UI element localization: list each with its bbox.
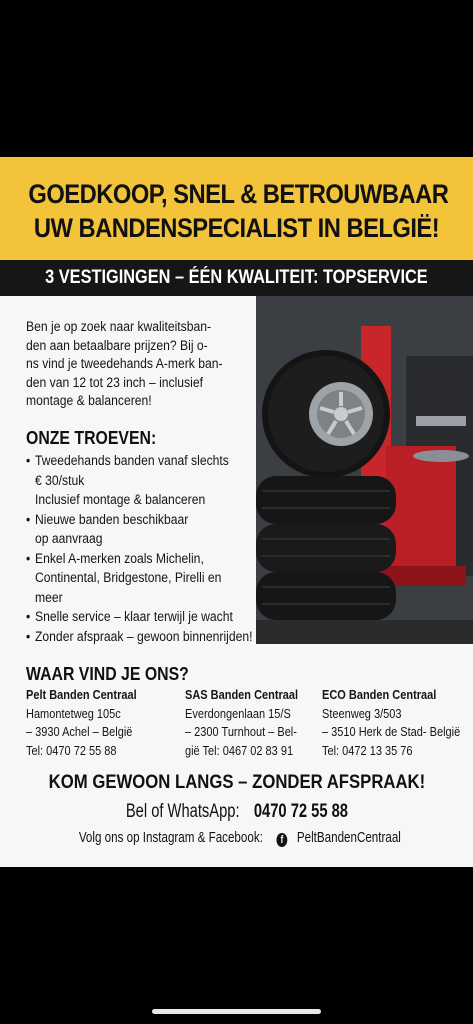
intro-line: ns vind je tweedehands A-merk ban- bbox=[26, 356, 223, 371]
troeven-list bbox=[26, 452, 269, 647]
troeven-bullet-continued: Inclusief montage & balanceren bbox=[35, 492, 206, 507]
intro-line: montage & balanceren! bbox=[26, 393, 152, 408]
flyer-content bbox=[0, 296, 473, 867]
troeven-bullet-continued: op aanvraag bbox=[35, 531, 103, 546]
troeven-bullet-continued: Continental, Bridgestone, Pirelli en bbox=[35, 570, 222, 585]
cta-social-wrap bbox=[66, 829, 407, 847]
location-street: Everdongenlaan 15/S bbox=[185, 706, 291, 721]
location-street: Hamontetweg 105c bbox=[26, 706, 121, 721]
troeven-bullet-continued: meer bbox=[35, 589, 63, 605]
bottom-black-area bbox=[0, 867, 473, 1024]
location-name: Pelt Banden Centraal bbox=[26, 688, 137, 702]
headline-banner bbox=[0, 157, 473, 260]
tire-stack-photo bbox=[256, 296, 473, 644]
intro-paragraph bbox=[26, 318, 249, 411]
social-handle-link[interactable]: PeltBandenCentraal bbox=[296, 829, 401, 846]
troeven-bullet: • Enkel A-merken zoals Michelin, bbox=[26, 550, 269, 569]
top-black-area bbox=[0, 0, 473, 157]
troeven-bullet: • Snelle service – klaar terwijl je wacht bbox=[26, 608, 269, 627]
cta-social bbox=[0, 829, 473, 847]
location-name: SAS Banden Centraal bbox=[185, 688, 299, 702]
headline-line-2: UW BANDENSPECIALIST IN BELGIË! bbox=[33, 213, 440, 243]
home-indicator[interactable] bbox=[152, 1009, 321, 1014]
location-street: Steenweg 3/503 bbox=[322, 706, 402, 721]
cta-headline bbox=[0, 772, 473, 794]
location-name: ECO Banden Centraal bbox=[322, 688, 437, 702]
cta-headline-text: KOM GEWOON LANGS – ZONDER AFSPRAAK! bbox=[48, 772, 425, 793]
location-phone: Tel: 0470 72 55 88 bbox=[26, 743, 117, 758]
troeven-bullet-continued: € 30/stuk bbox=[35, 472, 85, 488]
locations-title: WAAR VIND JE ONS? bbox=[26, 664, 189, 684]
subheadline-text: 3 VESTIGINGEN – ÉÉN KWALITEIT: TOPSERVICE bbox=[45, 267, 428, 288]
location-pelt bbox=[26, 686, 137, 760]
cta-phone-prefix: Bel of WhatsApp: bbox=[126, 801, 240, 822]
location-eco bbox=[322, 686, 460, 760]
tire-stack-illustration bbox=[256, 296, 473, 644]
subheadline-bar bbox=[0, 260, 473, 296]
cta-phone-wrap bbox=[118, 801, 354, 823]
location-sas bbox=[185, 686, 298, 760]
location-phone: Tel: 0472 13 35 76 bbox=[322, 743, 413, 758]
intro-line: den van 12 tot 23 inch – inclusief bbox=[26, 374, 203, 390]
location-phone: gië Tel: 0467 02 83 91 bbox=[185, 743, 294, 758]
cta-social-prefix: Volg ons op Instagram & Facebook: bbox=[78, 829, 263, 846]
intro-line: Ben je op zoek naar kwaliteitsban- bbox=[26, 319, 212, 334]
cta-phone bbox=[0, 801, 473, 823]
troeven-bullet: • Tweedehands banden vanaf slechts bbox=[26, 452, 269, 471]
troeven-bullet: • Nieuwe banden beschikbaar bbox=[26, 511, 269, 530]
facebook-icon: f bbox=[276, 833, 287, 847]
location-city: – 3930 Achel – België bbox=[26, 725, 133, 739]
location-city: – 3510 Herk de Stad- België bbox=[322, 725, 461, 739]
troeven-title: ONZE TROEVEN: bbox=[26, 428, 157, 448]
location-city: – 2300 Turnhout – Bel- bbox=[185, 725, 297, 739]
troeven-bullet: • Zonder afspraak – gewoon binnenrijden! bbox=[26, 628, 269, 647]
intro-line: den aan betaalbare prijzen? Bij o- bbox=[26, 337, 208, 353]
phone-number-link[interactable]: 0470 72 55 88 bbox=[254, 801, 349, 822]
headline-line-1: GOEDKOOP, SNEL & BETROUWBAAR bbox=[28, 179, 449, 209]
